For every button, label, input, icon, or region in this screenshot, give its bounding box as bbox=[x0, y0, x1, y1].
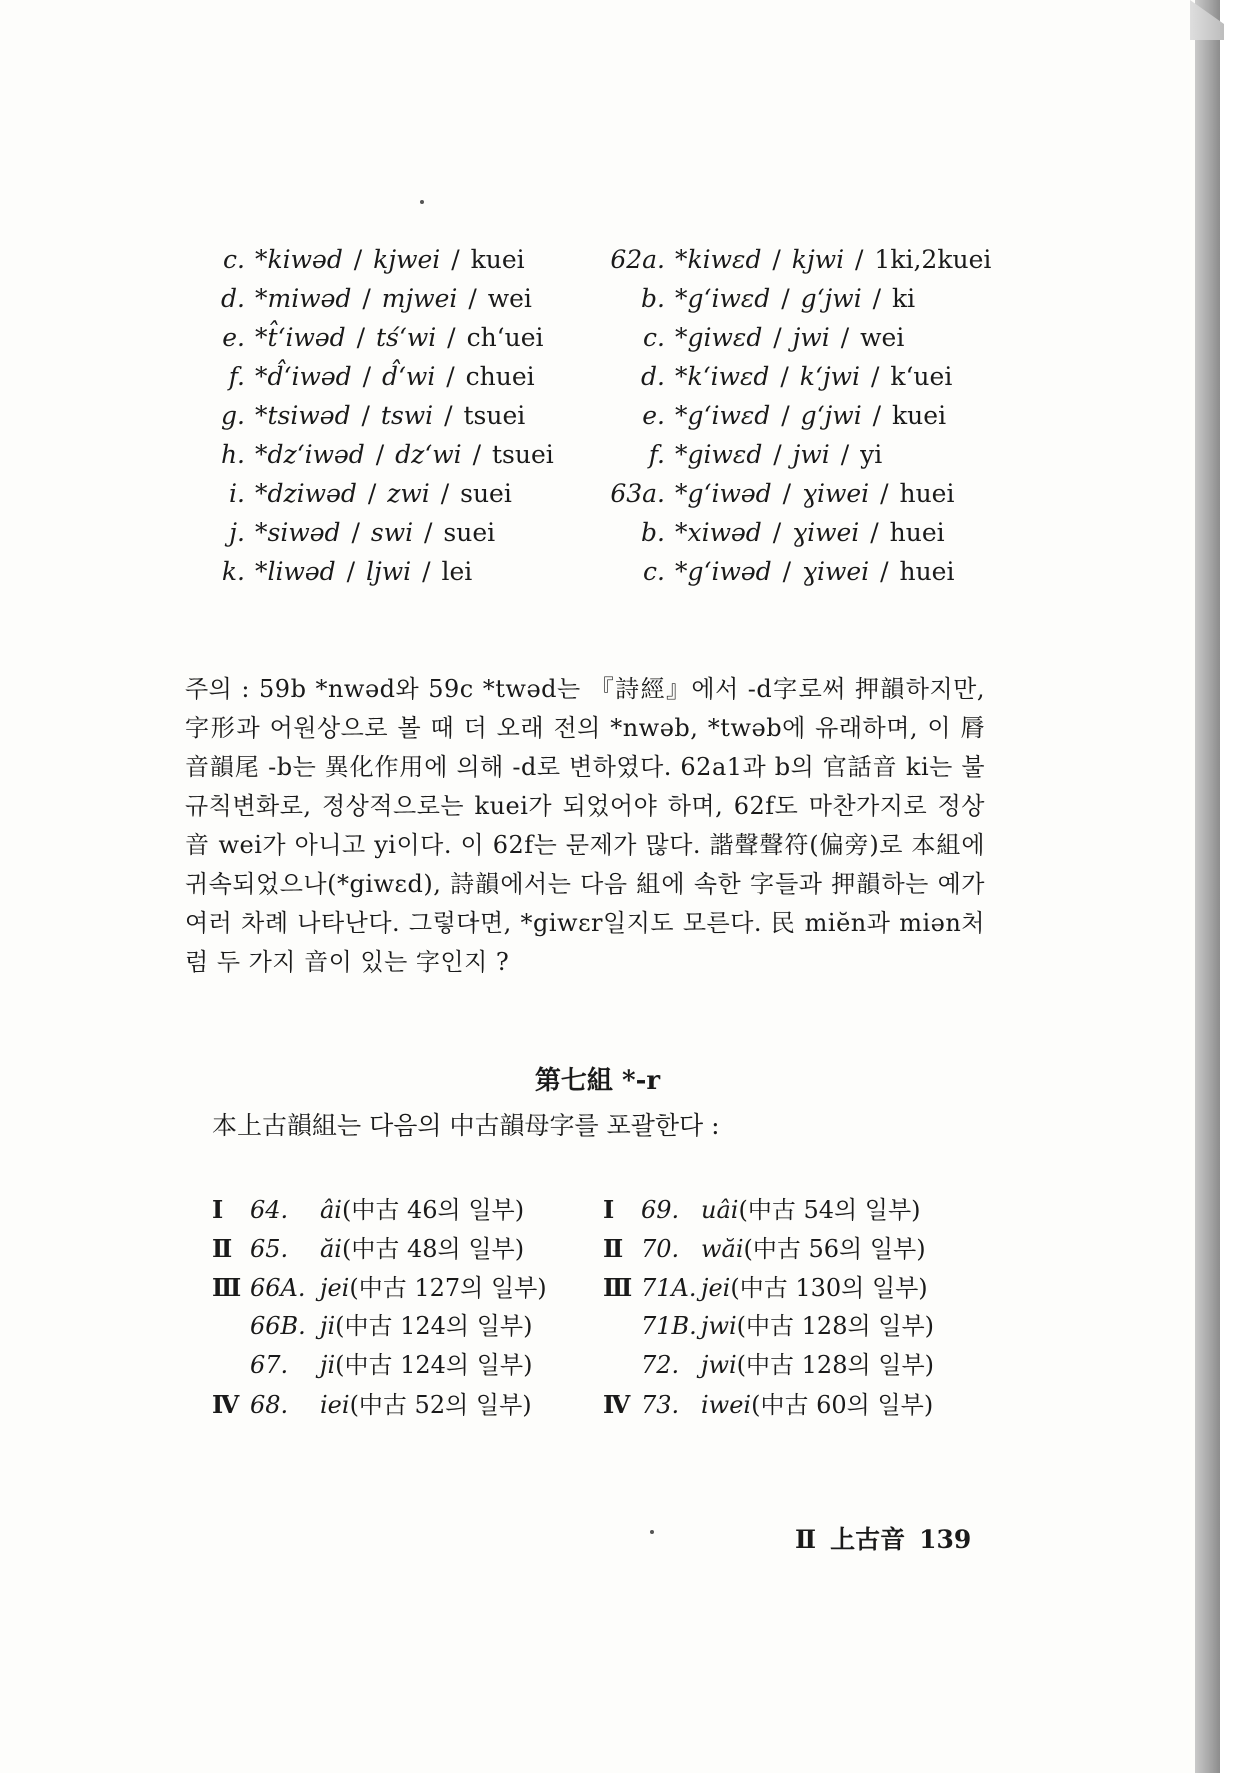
rhyme-row bbox=[212, 1385, 547, 1424]
middle-form: ɣiwei bbox=[801, 479, 870, 508]
mandarin-form: wei bbox=[487, 284, 532, 313]
rhyme-number: 71A. bbox=[641, 1274, 697, 1302]
archaic-form: *gʻiwəd bbox=[675, 479, 772, 508]
middle-form: swi bbox=[370, 518, 414, 547]
rhyme-note: (中古 130의 일부) bbox=[730, 1274, 928, 1302]
separator: / bbox=[773, 401, 798, 430]
rhyme-number: 70. bbox=[641, 1235, 680, 1263]
table-row bbox=[215, 357, 554, 396]
division-grade: Ⅳ bbox=[212, 1390, 240, 1419]
table-row bbox=[215, 513, 554, 552]
rhyme-note: (中古 48의 일부) bbox=[341, 1235, 525, 1263]
separator: / bbox=[764, 245, 789, 274]
archaic-form: *kʻiwɛd bbox=[675, 362, 770, 391]
separator: / bbox=[345, 245, 371, 274]
row-label: k. bbox=[221, 557, 245, 586]
mandarin-form: kuei bbox=[470, 245, 525, 274]
table-row bbox=[605, 279, 991, 318]
rhyme-note: (中古 124의 일부) bbox=[335, 1351, 533, 1379]
rhyme-row bbox=[212, 1190, 547, 1229]
rhyme-number: 64. bbox=[250, 1196, 289, 1224]
table-row bbox=[605, 396, 991, 435]
row-label: e. bbox=[222, 323, 245, 352]
mandarin-form: ki bbox=[892, 284, 916, 313]
rhyme-final: uâi bbox=[701, 1196, 739, 1224]
row-label: e. bbox=[642, 401, 665, 430]
rhyme-row bbox=[603, 1190, 934, 1229]
reconstruction-table-left bbox=[215, 240, 554, 591]
separator: / bbox=[773, 284, 798, 313]
table-row bbox=[605, 474, 991, 513]
rhyme-row bbox=[603, 1346, 934, 1385]
archaic-form: *t̂ʻiwəd bbox=[255, 323, 346, 352]
mandarin-form: yi bbox=[860, 440, 883, 469]
rhyme-final: jei bbox=[320, 1274, 350, 1302]
mandarin-form: huei bbox=[889, 518, 945, 547]
separator: / bbox=[436, 401, 461, 430]
mandarin-form: kuei bbox=[892, 401, 947, 430]
rhyme-row bbox=[212, 1346, 547, 1385]
table-row bbox=[605, 318, 991, 357]
separator: / bbox=[443, 245, 468, 274]
rhyme-row bbox=[603, 1385, 934, 1424]
middle-form: kjwi bbox=[791, 245, 845, 274]
archaic-form: *gʻiwəd bbox=[675, 557, 772, 586]
section-intro: 本上古韻組는 다음의 中古韻母字를 포괄한다 : bbox=[212, 1111, 720, 1140]
note-paragraph: 주의 : 59b *nwəd와 59c *twəd는 『詩經』에서 -d字로써 押韻하지만, 字形과 어원상으로 볼 때 더 오래 전의 *nwəb, *twəb에 유래하며, 이 脣音韻尾 -b는 異化作用에 의해 -d로 변하였다. 62a1과 b의 官話音 ki는 불규칙변화로, 정상적으로는 kuei가 되었어야 하며, 62f도 마찬가지로 정상音 wei가 아니고 yi이다. 이 62f는 문제가 많다. 諧聲聲符(偏旁)로 本組에 귀속되었으나(*giwɛd), 詩韻에서는 다음 組에 속한 字들과 押韻하는 예가 여러 차례 나타난다. 그렇다면, *giwɛr일지도 모른다. 民 miĕn과 miən처럼 두 가지 音이 있는 字인지 ? bbox=[185, 675, 985, 976]
table-row bbox=[215, 435, 554, 474]
rhyme-note: (中古 60의 일부) bbox=[751, 1391, 934, 1419]
table-row bbox=[605, 240, 991, 279]
row-label: j. bbox=[229, 518, 245, 547]
row-label: 62a. bbox=[610, 245, 665, 274]
middle-form: jwi bbox=[792, 323, 830, 352]
archaic-form: *dzʻiwəd bbox=[255, 440, 365, 469]
archaic-form: *miwəd bbox=[255, 284, 352, 313]
rhyme-final: iei bbox=[320, 1391, 350, 1419]
separator: / bbox=[872, 479, 897, 508]
table-row bbox=[605, 435, 991, 474]
rhyme-number: 67. bbox=[250, 1351, 289, 1379]
table-row bbox=[215, 396, 554, 435]
mandarin-form: chuei bbox=[465, 362, 535, 391]
archaic-form: *d̂ʻiwəd bbox=[255, 362, 352, 391]
rhyme-number: 73. bbox=[641, 1391, 680, 1419]
archaic-form: *liwəd bbox=[255, 557, 336, 586]
row-label: g. bbox=[221, 401, 245, 430]
rhyme-final: wăi bbox=[701, 1235, 744, 1263]
mandarin-form: kʻuei bbox=[890, 362, 953, 391]
page-footer bbox=[795, 1520, 985, 1556]
archaic-form: *dziwəd bbox=[255, 479, 357, 508]
mandarin-form: chʻuei bbox=[466, 323, 544, 352]
separator: / bbox=[765, 323, 790, 352]
separator: / bbox=[847, 245, 872, 274]
middle-form: gʻjwi bbox=[800, 401, 862, 430]
rhyme-final: jei bbox=[701, 1274, 731, 1302]
rhyme-row bbox=[212, 1307, 547, 1346]
footer-chapter: Ⅱ bbox=[795, 1525, 817, 1554]
rhyme-final: jwi bbox=[701, 1312, 737, 1340]
division-grade: Ⅰ bbox=[212, 1195, 224, 1224]
rhyme-row bbox=[603, 1268, 934, 1307]
rhyme-note: (中古 124의 일부) bbox=[335, 1312, 533, 1340]
separator: / bbox=[864, 401, 890, 430]
mandarin-form: huei bbox=[899, 479, 955, 508]
table-row bbox=[605, 552, 991, 591]
middle-form: jwi bbox=[792, 440, 830, 469]
separator: / bbox=[353, 401, 378, 430]
separator: / bbox=[832, 440, 858, 469]
separator: / bbox=[367, 440, 393, 469]
middle-form: ɣiwei bbox=[801, 557, 870, 586]
rhyme-final: âi bbox=[320, 1196, 342, 1224]
middle-form: d̂ʻwi bbox=[381, 362, 436, 391]
rhyme-final: ăi bbox=[320, 1235, 342, 1263]
separator: / bbox=[338, 557, 364, 586]
archaic-form: *giwɛd bbox=[675, 323, 763, 352]
separator: / bbox=[862, 518, 887, 547]
archaic-form: *siwəd bbox=[255, 518, 341, 547]
separator: / bbox=[464, 440, 490, 469]
reconstruction-table-right bbox=[605, 240, 991, 591]
rhyme-note: (中古 127의 일부) bbox=[349, 1274, 547, 1302]
rhyme-number: 69. bbox=[641, 1196, 680, 1224]
division-grade: Ⅱ bbox=[212, 1234, 233, 1263]
separator: / bbox=[354, 362, 379, 391]
rhyme-note: (中古 128의 일부) bbox=[736, 1312, 935, 1340]
middle-form: gʻjwi bbox=[800, 284, 862, 313]
separator: / bbox=[765, 440, 790, 469]
middle-form: ljwi bbox=[366, 557, 412, 586]
rhyme-number: 72. bbox=[641, 1351, 680, 1379]
rhyme-final: ji bbox=[320, 1312, 336, 1340]
rhyme-number: 66A. bbox=[250, 1274, 306, 1302]
rhyme-row bbox=[212, 1268, 547, 1307]
table-row bbox=[215, 552, 554, 591]
rhyme-final: iwei bbox=[701, 1391, 752, 1419]
speck bbox=[420, 200, 424, 204]
rhyme-number: 66B. bbox=[250, 1312, 306, 1340]
mandarin-form: tsuei bbox=[463, 401, 526, 430]
row-label: c. bbox=[223, 245, 245, 274]
page-edge-shadow bbox=[1195, 0, 1220, 1773]
division-grade: Ⅱ bbox=[603, 1234, 624, 1263]
rhyme-number: 65. bbox=[250, 1235, 289, 1263]
rhyme-note: (中古 54의 일부) bbox=[738, 1196, 921, 1224]
rhyme-note: (中古 56의 일부) bbox=[743, 1235, 926, 1263]
separator: / bbox=[354, 284, 379, 313]
separator: / bbox=[359, 479, 385, 508]
table-row bbox=[605, 357, 991, 396]
rhyme-note: (中古 128의 일부) bbox=[736, 1351, 935, 1379]
separator: / bbox=[438, 362, 463, 391]
rhyme-note: (中古 52의 일부) bbox=[349, 1391, 532, 1419]
separator: / bbox=[774, 479, 799, 508]
row-label: b. bbox=[641, 518, 665, 547]
row-label: h. bbox=[220, 440, 245, 469]
table-row bbox=[605, 513, 991, 552]
rhyme-final: ji bbox=[320, 1351, 336, 1379]
archaic-form: *gʻiwɛd bbox=[675, 401, 771, 430]
row-label: c. bbox=[643, 557, 665, 586]
table-row bbox=[215, 318, 554, 357]
table-row bbox=[215, 279, 554, 318]
archaic-form: *xiwəd bbox=[675, 518, 762, 547]
row-label: f. bbox=[648, 440, 665, 469]
separator: / bbox=[863, 362, 888, 391]
rhyme-list-left bbox=[212, 1190, 547, 1424]
archaic-form: *tsiwəd bbox=[255, 401, 351, 430]
separator: / bbox=[348, 323, 374, 352]
row-label: d. bbox=[221, 284, 245, 313]
table-row bbox=[215, 474, 554, 513]
mandarin-form: huei bbox=[899, 557, 955, 586]
row-label: c. bbox=[643, 323, 665, 352]
mandarin-form: tsuei bbox=[492, 440, 554, 469]
row-label: 63a. bbox=[610, 479, 665, 508]
separator: / bbox=[416, 518, 441, 547]
separator: / bbox=[460, 284, 485, 313]
archaic-form: *giwɛd bbox=[675, 440, 763, 469]
row-label: i. bbox=[229, 479, 245, 508]
speck bbox=[650, 1530, 654, 1534]
rhyme-number: 68. bbox=[250, 1391, 289, 1419]
page-number: 139 bbox=[919, 1525, 972, 1554]
table-row bbox=[215, 240, 554, 279]
mandarin-form: lei bbox=[441, 557, 473, 586]
separator: / bbox=[432, 479, 458, 508]
division-grade: Ⅲ bbox=[603, 1273, 633, 1302]
separator: / bbox=[864, 284, 890, 313]
rhyme-list-right bbox=[603, 1190, 934, 1424]
mandarin-form: 1ki,2kuei bbox=[874, 245, 992, 274]
mandarin-form: suei bbox=[443, 518, 496, 547]
rhyme-row bbox=[603, 1229, 934, 1268]
separator: / bbox=[774, 557, 799, 586]
rhyme-final: jwi bbox=[701, 1351, 737, 1379]
rhyme-note: (中古 46의 일부) bbox=[341, 1196, 525, 1224]
footer-title: 上古音 bbox=[830, 1525, 906, 1554]
separator: / bbox=[343, 518, 368, 547]
separator: / bbox=[764, 518, 790, 547]
division-grade: Ⅳ bbox=[603, 1390, 631, 1419]
archaic-form: *gʻiwɛd bbox=[675, 284, 771, 313]
row-label: f. bbox=[228, 362, 245, 391]
separator: / bbox=[439, 323, 464, 352]
middle-form: ɣiwei bbox=[792, 518, 860, 547]
middle-form: kjwei bbox=[373, 245, 441, 274]
row-label: b. bbox=[641, 284, 665, 313]
rhyme-row bbox=[603, 1307, 934, 1346]
section-title: 第七組 *-r bbox=[534, 1066, 661, 1096]
division-grade: Ⅰ bbox=[603, 1195, 615, 1224]
rhyme-number: 71B. bbox=[641, 1312, 697, 1340]
middle-form: tswi bbox=[380, 401, 434, 430]
separator: / bbox=[772, 362, 797, 391]
middle-form: dzʻwi bbox=[395, 440, 462, 469]
archaic-form: *kiwəd bbox=[255, 245, 343, 274]
separator: / bbox=[832, 323, 858, 352]
middle-form: tśʻwi bbox=[376, 323, 437, 352]
separator: / bbox=[872, 557, 897, 586]
mandarin-form: wei bbox=[860, 323, 905, 352]
division-grade: Ⅲ bbox=[212, 1273, 242, 1302]
middle-form: zwi bbox=[387, 479, 430, 508]
middle-form: kʻjwi bbox=[799, 362, 860, 391]
archaic-form: *kiwɛd bbox=[675, 245, 762, 274]
mandarin-form: suei bbox=[460, 479, 512, 508]
separator: / bbox=[414, 557, 439, 586]
rhyme-row bbox=[212, 1229, 547, 1268]
middle-form: mjwei bbox=[381, 284, 458, 313]
row-label: d. bbox=[641, 362, 665, 391]
